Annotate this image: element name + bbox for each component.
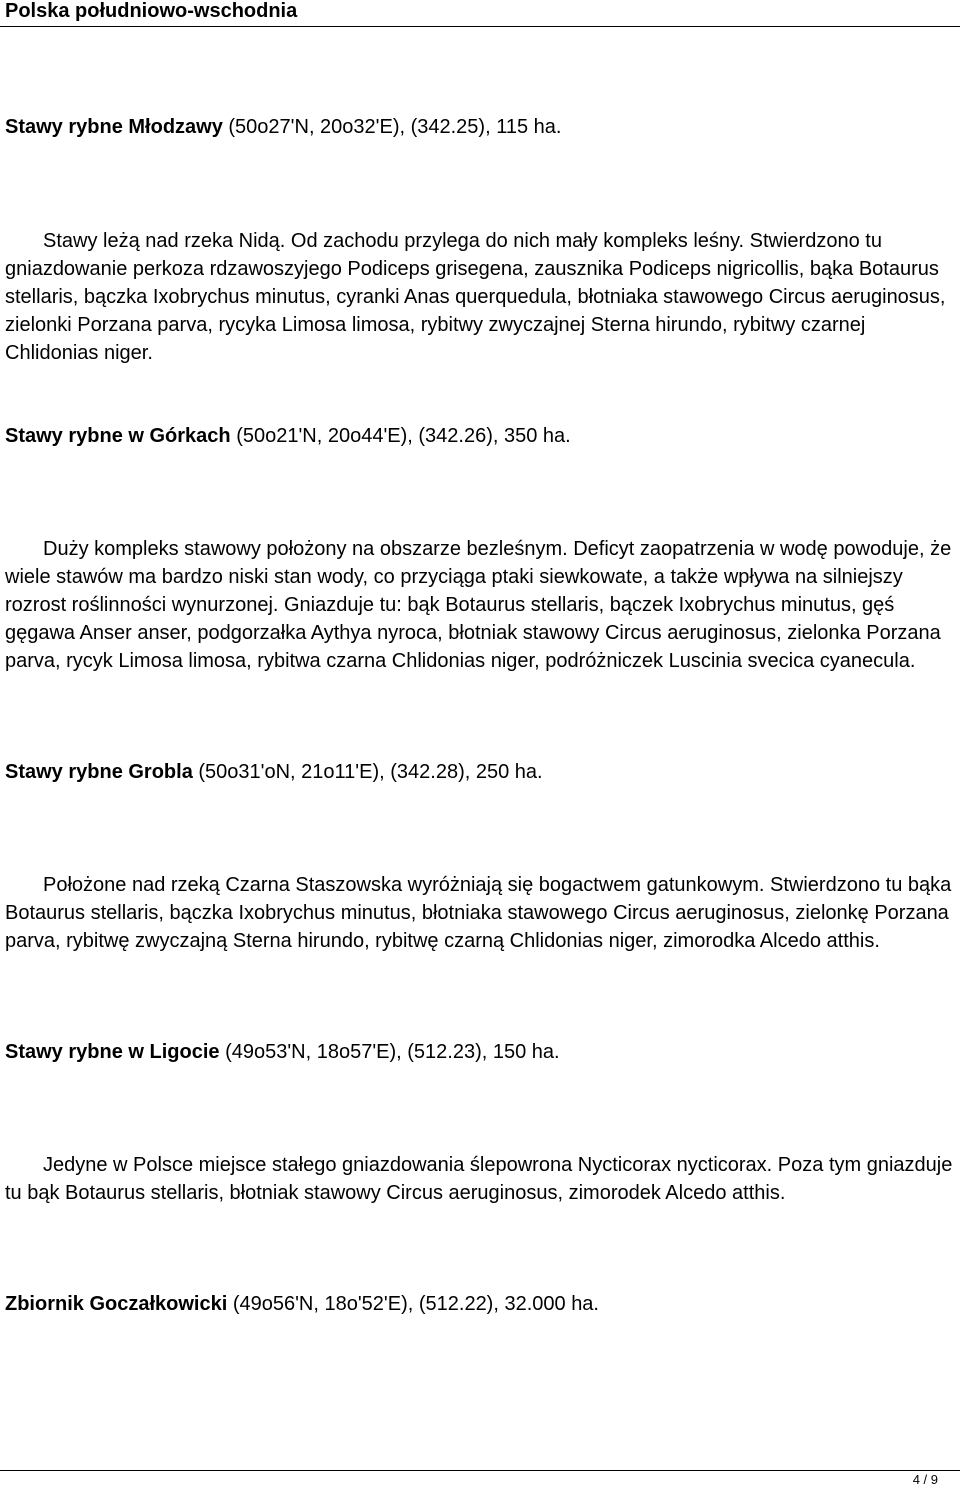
section-title-ligota <box>5 1038 560 1066</box>
page-number: 4 / 9 <box>912 1472 938 1487</box>
section-text-ligota: Jedyne w Polsce miejsce stałego gniazdowania ślepowrona Nycticorax nycticorax. Poza tym gniazduje tu bąk Botaurus stellaris, błotniak stawowy Circus aeruginosus, zimorodek Alcedo atthis. <box>5 1154 953 1204</box>
section-details: (50o31'oN, 21o11'E), (342.28), 250 ha. <box>192 761 543 783</box>
section-name: Zbiornik Goczałkowicki <box>5 1293 228 1315</box>
header-divider <box>0 26 960 27</box>
footer-divider <box>0 1470 960 1471</box>
section-name: Stawy rybne Grobla <box>5 761 193 783</box>
section-title-grobla <box>5 758 543 786</box>
section-title-goczalkowice <box>5 1290 599 1318</box>
section-name: Stawy rybne w Ligocie <box>5 1041 220 1063</box>
section-details: (50o27'N, 20o32'E), (342.25), 115 ha. <box>222 116 562 138</box>
section-text-gorki: Duży kompleks stawowy położony na obszarze bezleśnym. Deficyt zaopatrzenia w wodę powoduje, że wiele stawów ma bardzo niski stan wody, co przyciąga ptaki siewkowate, a także wpływa na silniejszy rozrost roślinności wynurzonej. Gniazduje tu: bąk Botaurus stellaris, bączek Ixobrychus minutus, gęś gęgawa Anser anser, podgorzałka Aythya nyroca, błotniak stawowy Circus aeruginosus, zielonka Porzana parva, rycyk Limosa limosa, rybitwa czarna Chlidonias niger, podróżniczek Luscinia svecica cyanecula. <box>5 538 952 672</box>
document-header-title: Polska południowo-wschodnia <box>5 0 298 22</box>
section-details: (49o56'N, 18o'52'E), (512.22), 32.000 ha. <box>227 1293 599 1315</box>
section-text-grobla: Położone nad rzeką Czarna Staszowska wyróżniają się bogactwem gatunkowym. Stwierdzono tu bąka Botaurus stellaris, bączka Ixobrychus minutus, błotniaka stawowego Circus aeruginosus, zielonkę Porzana parva, rybitwę zwyczajną Sterna hirundo, rybitwę czarną Chlidonias niger, zimorodka Alcedo atthis. <box>5 874 952 952</box>
section-title-gorki <box>5 422 571 450</box>
section-name: Stawy rybne Młodzawy <box>5 116 223 138</box>
section-details: (49o53'N, 18o57'E), (512.23), 150 ha. <box>219 1041 560 1063</box>
section-text-mlodzawy: Stawy leżą nad rzeka Nidą. Od zachodu przylega do nich mały kompleks leśny. Stwierdzono tu gniazdowanie perkoza rdzawoszyjego Podiceps grisegena, zausznika Podiceps nigricollis, bąka Botaurus stellaris, bączka Ixobrychus minutus, cyranki Anas querquedula, błotniaka stawowego Circus aeruginosus, zielonki Porzana parva, rycyka Limosa limosa, rybitwy zwyczajnej Sterna hirundo, rybitwy czarnej Chlidonias niger. <box>5 230 946 364</box>
section-title-mlodzawy <box>5 113 561 141</box>
section-name: Stawy rybne w Górkach <box>5 425 231 447</box>
section-details: (50o21'N, 20o44'E), (342.26), 350 ha. <box>230 425 571 447</box>
